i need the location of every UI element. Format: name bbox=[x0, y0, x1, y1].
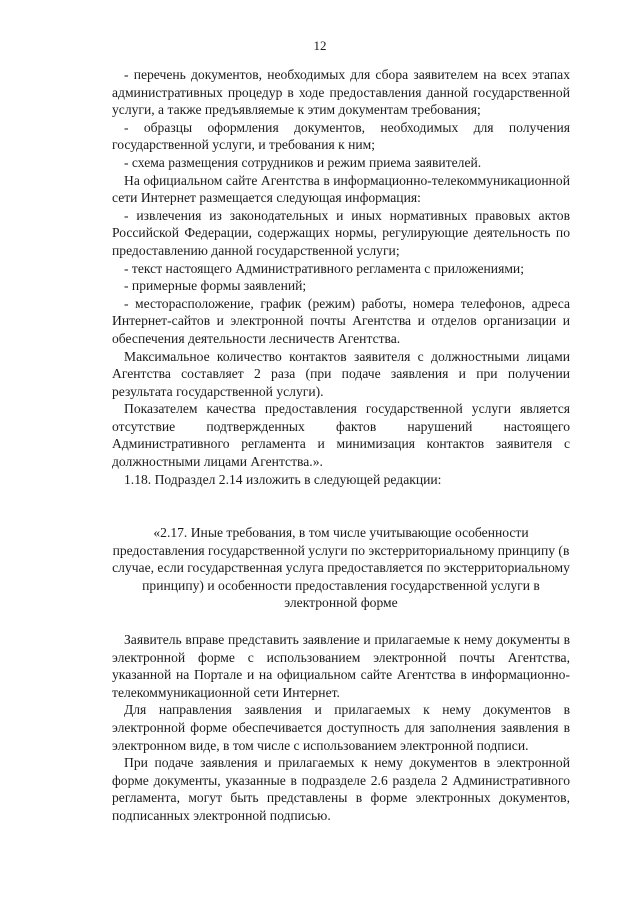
paragraph: Максимальное количество контактов заявителя с должностными лицами Агентства составляет 2 раза (при подаче заявления и при получении результата государственной услуги). bbox=[112, 348, 570, 399]
paragraph: - текст настоящего Административного регламента с приложениями; bbox=[124, 260, 524, 276]
paragraph: - примерные формы заявлений; bbox=[124, 278, 307, 294]
paragraph: Для направления заявления и прилагаемых к нему документов в электронной форме обеспечивается доступность для заполнения заявления в электронном виде, в том числе с использованием электронной подписи. bbox=[112, 702, 570, 753]
paragraph: - перечень документов, необходимых для сбора заявителем на всех этапах административных процедур в ходе предоставления данной государственной услуги, а также предъявляемые к этим документам требования; bbox=[112, 67, 570, 118]
paragraph: - месторасположение, график (режим) работы, номера телефонов, адреса Интернет-сайтов и электронной почты Агентства и отделов организации и обеспечения деятельности лесничеств Агентства. bbox=[112, 295, 570, 346]
paragraph: На официальном сайте Агентства в информационно-телекоммуникационной сети Интернет размещается следующая информация: bbox=[112, 172, 570, 206]
paragraph: - извлечения из законодательных и иных нормативных правовых актов Российской Федерации, содержащих нормы, регулирующие деятельность по предоставлению данной государственной услуги; bbox=[112, 207, 570, 258]
text-block-after-heading bbox=[112, 631, 570, 825]
page-number: 12 bbox=[313, 38, 327, 53]
paragraph: - схема размещения сотрудников и режим приема заявителей. bbox=[124, 154, 482, 170]
paragraph: Показателем качества предоставления государственной услуги является отсутствие подтвержденных фактов нарушений настоящего Административного регламента и минимизация контактов заявителя с должностными лицами Агентства.». bbox=[112, 401, 570, 470]
paragraph: - образцы оформления документов, необходимых для получения государственной услуги, и требования к ним; bbox=[112, 119, 570, 153]
paragraph: 1.18. Подраздел 2.14 изложить в следующей редакции: bbox=[124, 471, 442, 487]
paragraph: Заявитель вправе представить заявление и прилагаемые к нему документы в электронной форме с использованием электронной почты Агентства, указанной на Портале и на официальном сайте Агентства в информационно-телекоммуникационной сети Интернет. bbox=[112, 632, 570, 700]
text-block-before-heading bbox=[112, 66, 570, 488]
section-heading: «2.17. Иные требования, в том числе учитывающие особенности предоставления государственной услуги по экстерриториальному принципу (в случае, если государственная услуга предоставляется по экстерриториальному принципу) и особенности предоставления государственной услуги в электронной форме bbox=[112, 525, 570, 611]
section-heading-block bbox=[112, 524, 570, 612]
paragraph: При подаче заявления и прилагаемых к нему документов в электронной форме документы, указанные в подразделе 2.6 раздела 2 Административного регламента, могут быть представлены в форме электронных документов, подписанных электронной подписью. bbox=[112, 755, 570, 823]
